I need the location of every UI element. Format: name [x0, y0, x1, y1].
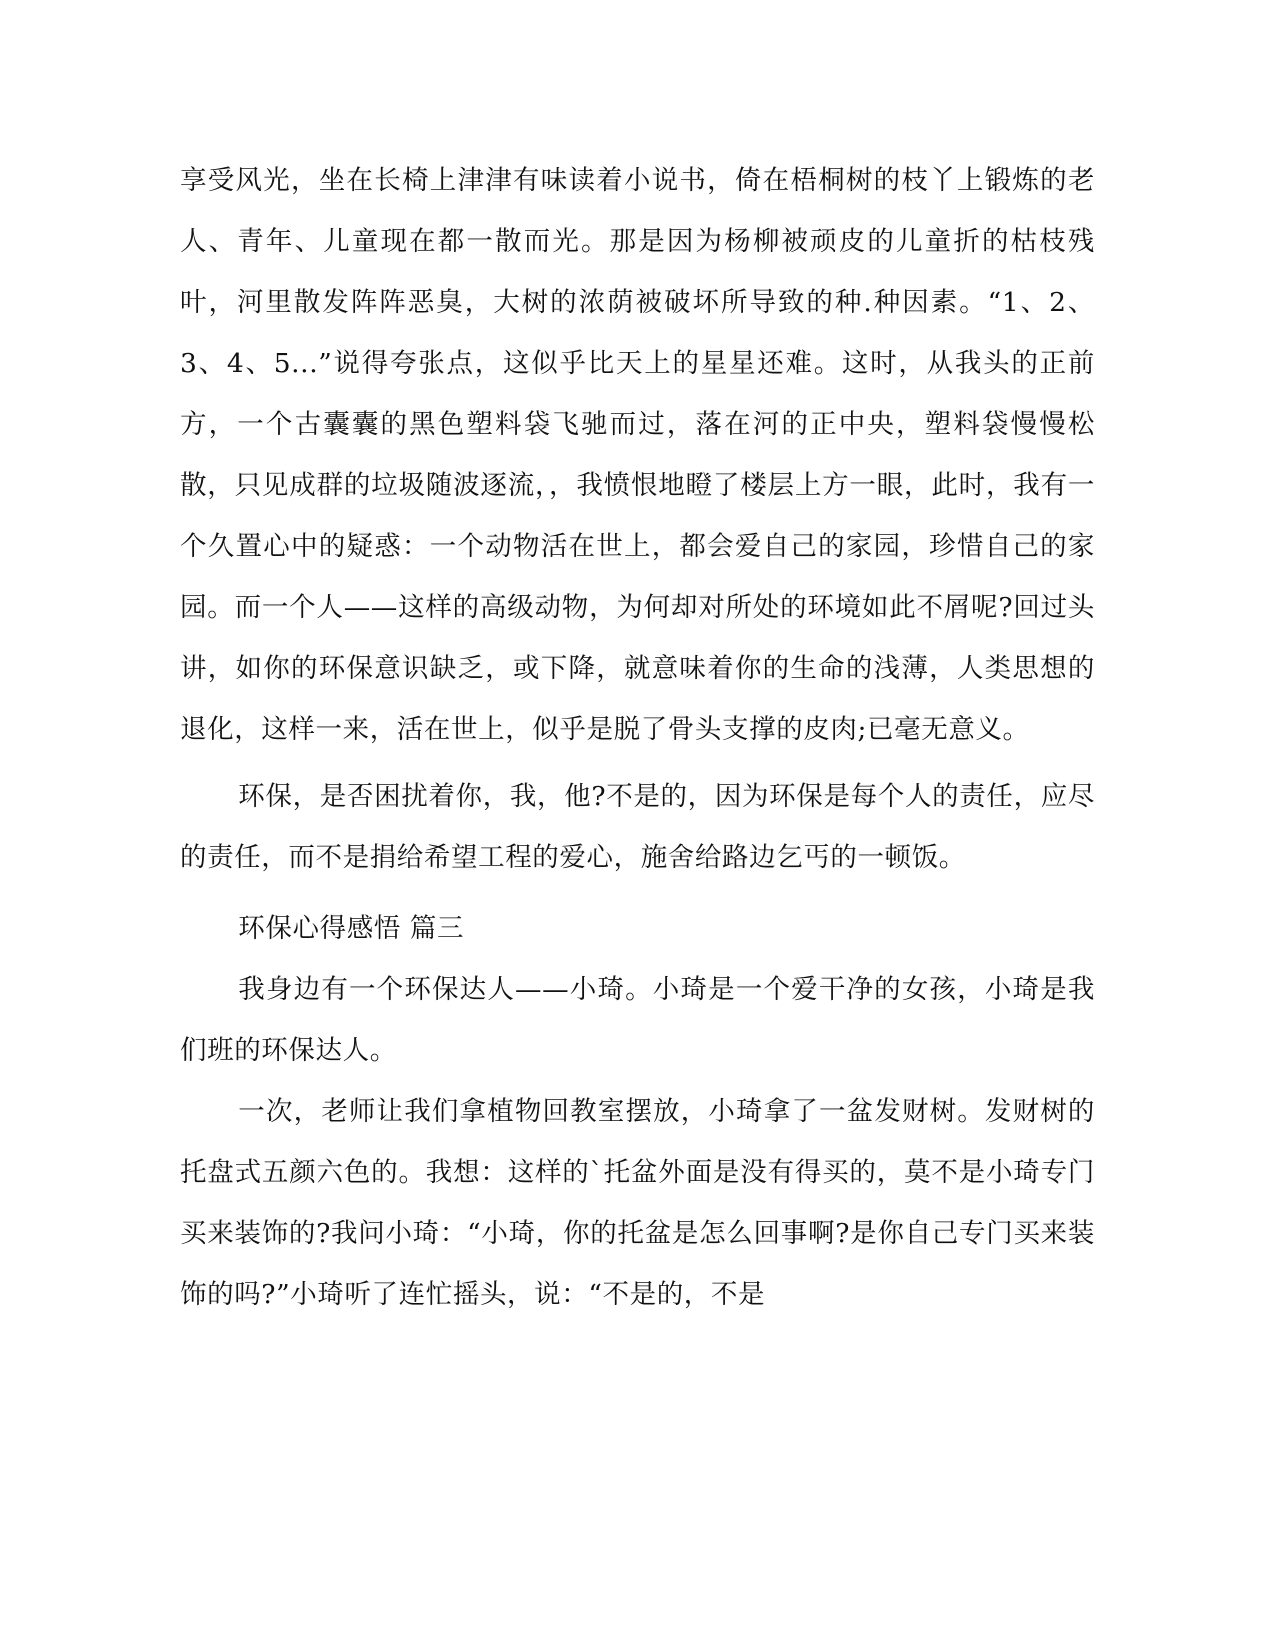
paragraph-5: 一次，老师让我们拿植物回教室摆放，小琦拿了一盆发财树。发财树的托盘式五颜六色的。我想：这样的`托盆外面是没有得买的，莫不是小琦专门买来装饰的?我问小琦：“小琦，你的托盆是怎么回事啊?是你自己专门买来装饰的吗?”小琦听了连忙摇头，说：“不是的，不是 [180, 1096, 1095, 1310]
paragraph-2: 环保，是否困扰着你，我，他?不是的，因为环保是每个人的责任，应尽的责任，而不是捐给希望工程的爱心，施舍给路边乞丐的一顿饭。 [180, 781, 1095, 873]
section-spacer [180, 888, 1095, 898]
paragraph-1: 享受风光，坐在长椅上津津有味读着小说书，倚在梧桐树的枝丫上锻炼的老人、青年、儿童现在都一散而光。那是因为杨柳被顽皮的儿童折的枯枝残叶，河里散发阵阵恶臭，大树的浓荫被破坏所导致的种.种因素。“1、2、3、4、5...”说得夸张点，这似乎比天上的星星还难。这时，从我头的正前方，一个古囊囊的黑色塑料袋飞驰而过，落在河的正中央，塑料袋慢慢松散，只见成群的垃圾随波逐流，，我愤恨地瞪了楼层上方一眼，此时，我有一个久置心中的疑惑：一个动物活在世上，都会爱自己的家园，珍惜自己的家园。而一个人——这样的高级动物，为何却对所处的环境如此不屑呢?回过头讲，如你的环保意识缺乏，或下降，就意味着你的生命的浅薄，人类思想的退化，这样一来，活在世上，似乎是脱了骨头支撑的皮肉;已毫无意义。 [180, 165, 1095, 745]
document-body [180, 150, 1095, 1325]
section-heading: 环保心得感悟 篇三 [238, 913, 465, 944]
paragraph-4: 我身边有一个环保达人——小琦。小琦是一个爱干净的女孩，小琦是我们班的环保达人。 [180, 974, 1095, 1066]
